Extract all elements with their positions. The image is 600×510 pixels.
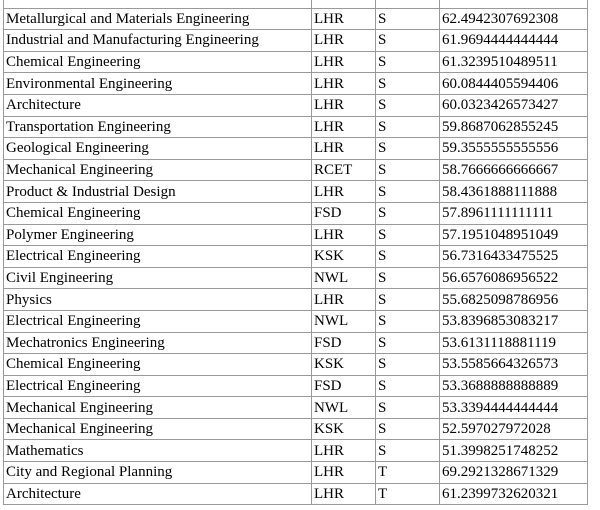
cell-campus: LHR	[312, 181, 376, 203]
cell-program: Electrical Engineering	[4, 375, 312, 397]
cell-score: 61.9694444444444	[440, 30, 588, 52]
cell-campus: NWL	[312, 310, 376, 332]
cell-campus: LHR	[312, 8, 376, 30]
cell-campus: KSK	[312, 246, 376, 268]
cell-score: 60.0844405594406	[440, 73, 588, 95]
cell-type: S	[376, 332, 440, 354]
cell-score: 61.3239510489511	[440, 51, 588, 73]
table-row	[4, 202, 588, 224]
table-row	[4, 440, 588, 462]
cell-score: 61.2399732620321	[440, 483, 588, 505]
cell-program: Civil Engineering	[4, 267, 312, 289]
cell-type: T	[376, 483, 440, 505]
cell-score: 59.8687062855245	[440, 116, 588, 138]
cell-campus: LHR	[312, 51, 376, 73]
table-row	[4, 332, 588, 354]
cell-type: S	[376, 116, 440, 138]
cell-score: 55.6825098786956	[440, 289, 588, 311]
cell-program: Environmental Engineering	[4, 73, 312, 95]
cell-type: S	[376, 418, 440, 440]
cell-campus: FSD	[312, 332, 376, 354]
table-row	[4, 267, 588, 289]
cell-program: Chemical Engineering	[4, 354, 312, 376]
table-row	[4, 181, 588, 203]
cell-program: Polymer Engineering	[4, 224, 312, 246]
table-row	[4, 483, 588, 505]
partial-top-row	[4, 0, 588, 8]
cell-type: T	[376, 462, 440, 484]
cell-campus: FSD	[312, 202, 376, 224]
cell-program: Mechanical Engineering	[4, 418, 312, 440]
cell-campus: LHR	[312, 224, 376, 246]
cell-score: 62.4942307692308	[440, 8, 588, 30]
table-row	[4, 354, 588, 376]
table-row	[4, 224, 588, 246]
table-row	[4, 73, 588, 95]
cell-type: S	[376, 73, 440, 95]
cell-score: 53.5585664326573	[440, 354, 588, 376]
cell-score	[440, 0, 588, 8]
cell-type: S	[376, 138, 440, 160]
cell-program: Mechanical Engineering	[4, 397, 312, 419]
table-row	[4, 51, 588, 73]
cell-type: S	[376, 310, 440, 332]
cell-type: S	[376, 181, 440, 203]
cell-type: S	[376, 267, 440, 289]
table-row	[4, 8, 588, 30]
cell-type: S	[376, 159, 440, 181]
cell-type: S	[376, 289, 440, 311]
cell-type: S	[376, 246, 440, 268]
cell-program: Mechanical Engineering	[4, 159, 312, 181]
cell-program: Industrial and Manufacturing Engineering	[4, 30, 312, 52]
cell-program: Physics	[4, 289, 312, 311]
cell-type: S	[376, 375, 440, 397]
cell-type: S	[376, 94, 440, 116]
cell-score: 59.3555555555556	[440, 138, 588, 160]
cell-campus: KSK	[312, 418, 376, 440]
cell-program: Product & Industrial Design	[4, 181, 312, 203]
cell-program	[4, 0, 312, 8]
cell-score: 56.6576086956522	[440, 267, 588, 289]
table-row	[4, 375, 588, 397]
cell-program: Electrical Engineering	[4, 246, 312, 268]
cell-type: S	[376, 224, 440, 246]
cell-score: 53.3688888888889	[440, 375, 588, 397]
cell-type: S	[376, 354, 440, 376]
cell-type: S	[376, 51, 440, 73]
table-body	[4, 0, 588, 505]
cell-score: 56.7316433475525	[440, 246, 588, 268]
cell-campus: LHR	[312, 94, 376, 116]
cell-program: Metallurgical and Materials Engineering	[4, 8, 312, 30]
table-row	[4, 30, 588, 52]
cell-campus: LHR	[312, 483, 376, 505]
cell-score: 53.8396853083217	[440, 310, 588, 332]
cell-program: City and Regional Planning	[4, 462, 312, 484]
cell-score: 57.1951048951049	[440, 224, 588, 246]
cell-score: 57.8961111111111	[440, 202, 588, 224]
cell-program: Geological Engineering	[4, 138, 312, 160]
cell-campus: LHR	[312, 138, 376, 160]
cell-program: Mechatronics Engineering	[4, 332, 312, 354]
table-row	[4, 289, 588, 311]
cell-program: Transportation Engineering	[4, 116, 312, 138]
cell-type: S	[376, 202, 440, 224]
cell-score: 58.7666666666667	[440, 159, 588, 181]
cell-score: 53.3394444444444	[440, 397, 588, 419]
cell-type: S	[376, 8, 440, 30]
cell-program: Electrical Engineering	[4, 310, 312, 332]
cell-score: 51.3998251748252	[440, 440, 588, 462]
table-row	[4, 246, 588, 268]
table-row	[4, 138, 588, 160]
cell-program: Architecture	[4, 94, 312, 116]
cell-score: 58.4361888111888	[440, 181, 588, 203]
cell-score: 60.0323426573427	[440, 94, 588, 116]
cell-campus: LHR	[312, 462, 376, 484]
cell-campus: NWL	[312, 397, 376, 419]
cell-campus: RCET	[312, 159, 376, 181]
cell-campus: LHR	[312, 30, 376, 52]
cell-program: Chemical Engineering	[4, 51, 312, 73]
table-row	[4, 159, 588, 181]
table-row	[4, 397, 588, 419]
table-row	[4, 418, 588, 440]
cell-program: Mathematics	[4, 440, 312, 462]
table-row	[4, 310, 588, 332]
cell-campus: LHR	[312, 73, 376, 95]
cell-score: 69.2921328671329	[440, 462, 588, 484]
cell-program: Architecture	[4, 483, 312, 505]
cell-campus: NWL	[312, 267, 376, 289]
cell-campus: FSD	[312, 375, 376, 397]
merit-table	[3, 0, 588, 505]
cell-campus: LHR	[312, 440, 376, 462]
cell-campus: KSK	[312, 354, 376, 376]
cell-type: S	[376, 440, 440, 462]
table-row	[4, 462, 588, 484]
cell-type: S	[376, 30, 440, 52]
cell-score: 52.597027972028	[440, 418, 588, 440]
cell-score: 53.6131118881119	[440, 332, 588, 354]
table-row	[4, 116, 588, 138]
cell-campus: LHR	[312, 116, 376, 138]
cell-type	[376, 0, 440, 8]
table-row	[4, 94, 588, 116]
cell-campus: LHR	[312, 289, 376, 311]
cell-program: Chemical Engineering	[4, 202, 312, 224]
cell-campus	[312, 0, 376, 8]
cell-type: S	[376, 397, 440, 419]
